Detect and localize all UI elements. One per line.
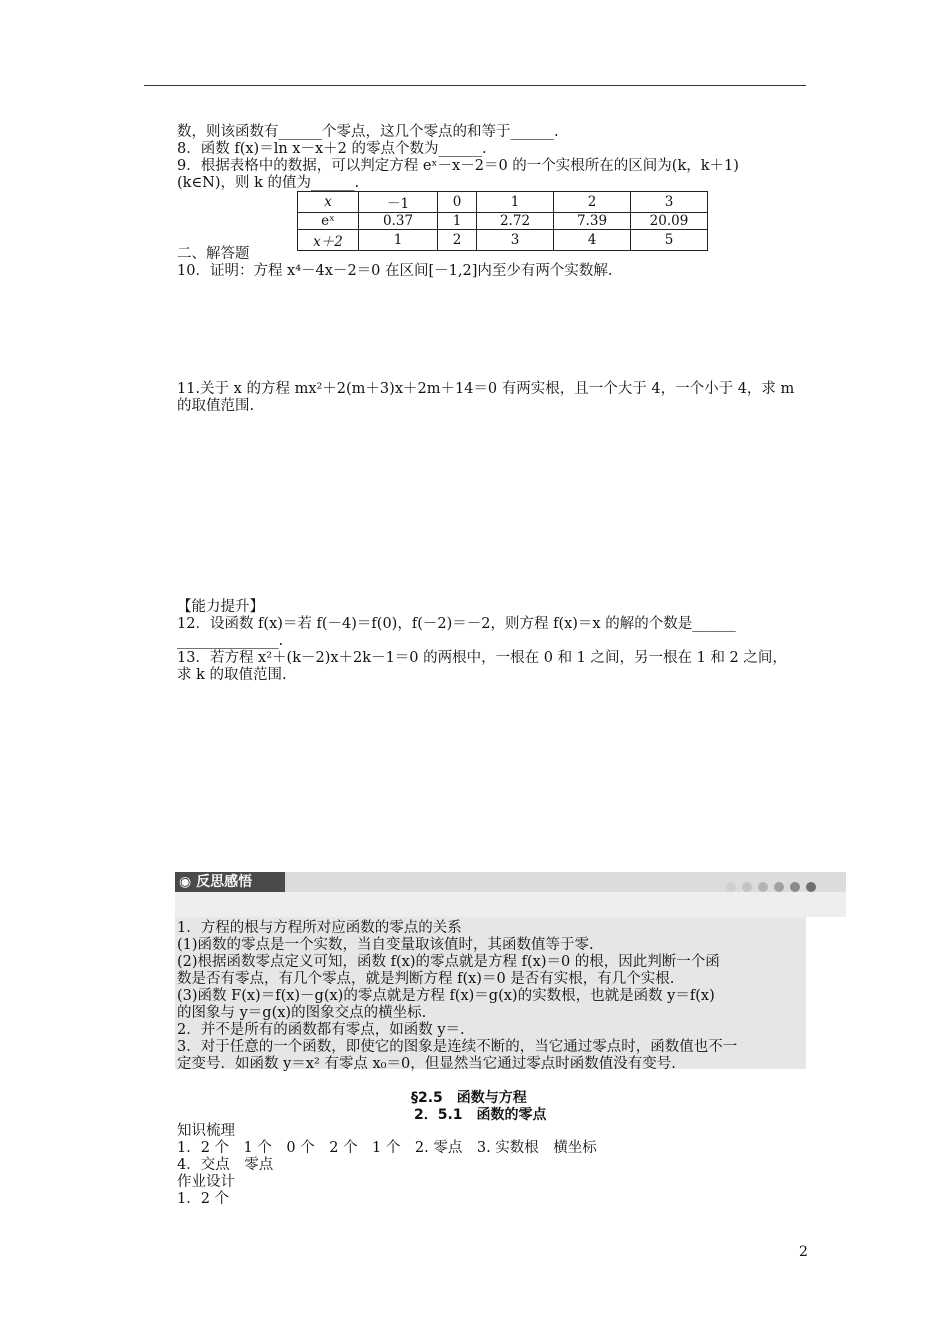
dot-icon	[806, 882, 816, 892]
table-cell: x＋2	[298, 230, 359, 251]
reflection-line: 3．对于任意的一个函数，即使它的图象是连续不断的，当它通过零点时，函数值也不一	[177, 1039, 738, 1055]
table-cell: 2.72	[477, 213, 554, 230]
reflection-line: (1)函数的零点是一个实数，当自变量取该值时，其函数值等于零.	[177, 937, 594, 953]
table-cell: －1	[359, 192, 438, 213]
question-8: 8．函数 f(x)＝ln x－x＋2 的零点个数为______.	[177, 141, 487, 157]
question-13-line1: 13．若方程 x²＋(k－2)x＋2k－1＝0 的两根中，一根在 0 和 1 之间，另一根在 1 和 2 之间，	[177, 650, 787, 666]
answers-subtitle: 2．5.1 函数的零点	[414, 1107, 547, 1123]
table-cell: 4	[554, 230, 631, 251]
table-cell: 2	[554, 192, 631, 213]
reflection-line: 的图象与 y＝g(x)的图象交点的横坐标.	[177, 1005, 427, 1021]
page-number: 2	[799, 1244, 808, 1260]
question-12-line2: ______________.	[177, 633, 284, 649]
question-9-line2: (k∈N)，则 k 的值为______.	[177, 175, 360, 191]
question-10: 10．证明：方程 x⁴－4x－2＝0 在区间[－1,2]内至少有两个实数解.	[177, 263, 613, 279]
table-cell: 7.39	[554, 213, 631, 230]
dot-icon	[742, 882, 752, 892]
answer-line: 1．2 个	[177, 1191, 230, 1207]
header-rule	[144, 85, 806, 86]
table-cell: 0	[438, 192, 477, 213]
dot-icon	[758, 882, 768, 892]
reflection-line: 数是否有零点，有几个零点，就是判断方程 f(x)＝0 是否有实根，有几个实根.	[177, 971, 675, 987]
reflection-line: 2．并不是所有的函数都有零点，如函数 y＝.	[177, 1022, 465, 1038]
table-cell: 1	[477, 192, 554, 213]
question-11-line2: 的取值范围.	[177, 398, 255, 414]
table-row	[298, 230, 708, 251]
homework-heading: 作业设计	[177, 1174, 235, 1190]
reflection-panel-top	[175, 892, 846, 917]
answer-line: 4．交点 零点	[177, 1157, 274, 1173]
answer-line: 1．2 个 1 个 0 个 2 个 1 个 2. 零点 3. 实数根 横坐标	[177, 1140, 597, 1156]
reflection-line: 1．方程的根与方程所对应函数的零点的关系	[177, 920, 462, 936]
table-row	[298, 213, 708, 230]
reflection-line: (2)根据函数零点定义可知，函数 f(x)的零点就是方程 f(x)＝0 的根，因此判断一个函	[177, 954, 720, 970]
reflection-line: 定变号．如函数 y＝x² 有零点 x₀＝0，但显然当它通过零点时函数值没有变号.	[177, 1056, 676, 1072]
dot-icon	[774, 882, 784, 892]
q7-continuation: 数，则该函数有______个零点，这几个零点的和等于______.	[177, 124, 559, 140]
table-cell: 1	[359, 230, 438, 251]
reflection-title: ◉ 反思感悟	[175, 872, 285, 892]
table-cell: 2	[438, 230, 477, 251]
answers-title: §2.5 函数与方程	[411, 1090, 527, 1106]
table-row	[298, 192, 708, 213]
section-heading-answers: 二、解答题	[177, 246, 250, 262]
table-cell: 3	[477, 230, 554, 251]
table-cell: 5	[631, 230, 708, 251]
ability-heading: 【能力提升】	[177, 599, 264, 615]
reflection-banner	[175, 872, 846, 892]
table-cell: 1	[438, 213, 477, 230]
table-cell: x	[298, 192, 359, 213]
dot-icon	[726, 882, 736, 892]
reflection-line: (3)函数 F(x)＝f(x)－g(x)的零点就是方程 f(x)＝g(x)的实数根，也就是函数 y＝f(x)	[177, 988, 715, 1004]
table-cell: 3	[631, 192, 708, 213]
table-cell: eˣ	[298, 213, 359, 230]
value-table	[297, 191, 708, 251]
knowledge-heading: 知识梳理	[177, 1123, 235, 1139]
question-13-line2: 求 k 的取值范围.	[177, 667, 287, 683]
table-cell: 0.37	[359, 213, 438, 230]
table-cell: 20.09	[631, 213, 708, 230]
question-11-line1: 11.关于 x 的方程 mx²＋2(m＋3)x＋2m＋14＝0 有两实根，且一个大于 4，一个小于 4，求 m	[177, 381, 795, 397]
dot-icon	[790, 882, 800, 892]
question-12-line1: 12．设函数 f(x)＝若 f(－4)＝f(0)，f(－2)＝－2，则方程 f(x)＝x 的解的个数是______	[177, 616, 736, 632]
question-9-line1: 9．根据表格中的数据，可以判定方程 eˣ－x－2＝0 的一个实根所在的区间为(k，k＋1)	[177, 158, 739, 174]
